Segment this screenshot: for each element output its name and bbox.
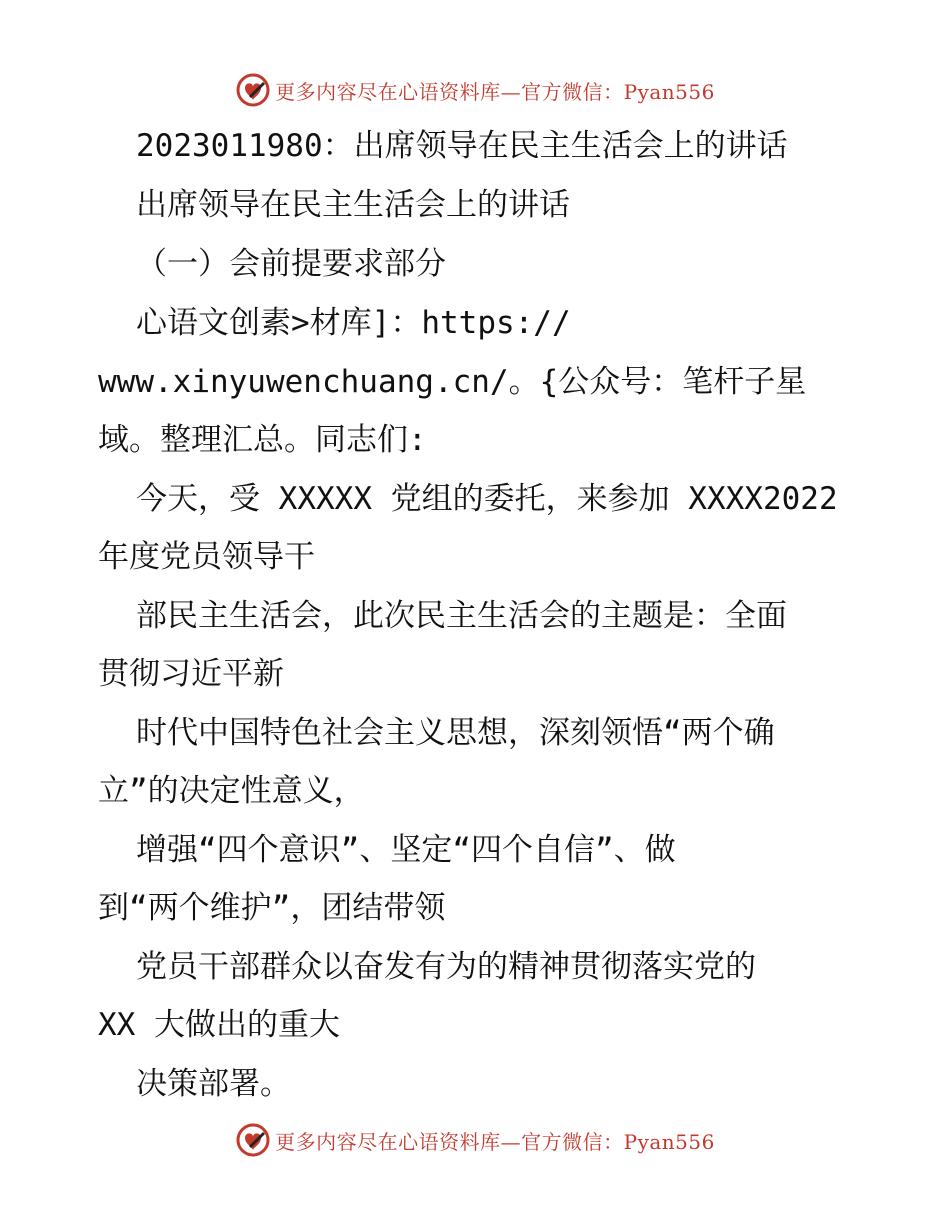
- footer-banner: [0, 1120, 950, 1160]
- doc-line: 决策部署。: [136, 1066, 291, 1102]
- heart-pen-logo-icon: [235, 1122, 271, 1158]
- heart-pen-logo-icon: [235, 72, 271, 108]
- doc-line: （一）会前提要求部分: [136, 246, 446, 282]
- doc-line: 年度党员领导干: [98, 539, 315, 575]
- wechat-id: Pyan556: [623, 1129, 715, 1154]
- doc-line: 心语文创素>材库]：https://: [136, 305, 571, 341]
- doc-line: 增强“四个意识”、坚定“四个自信”、做: [136, 832, 676, 868]
- banner-text: 更多内容尽在心语资料库—官方微信：Pyan556: [275, 1129, 715, 1154]
- doc-line: 党员干部群众以奋发有为的精神贯彻落实党的: [136, 949, 756, 985]
- wechat-id: Pyan556: [623, 79, 715, 104]
- doc-line: www.xinyuwenchuang.cn/。{公众号：笔杆子星: [98, 364, 807, 400]
- doc-line: 域。整理汇总。同志们:: [98, 422, 427, 458]
- doc-line: 贯彻习近平新: [98, 656, 284, 692]
- banner-text: 更多内容尽在心语资料库—官方微信：Pyan556: [275, 79, 715, 104]
- doc-line: 立”的决定性意义，: [98, 773, 365, 809]
- doc-line: 部民主生活会，此次民主生活会的主题是：全面: [136, 598, 787, 634]
- doc-line: 2023011980：出席领导在民主生活会上的讲话: [136, 128, 788, 164]
- doc-line: XX 大做出的重大: [98, 1007, 340, 1043]
- doc-line: 今天，受 XXXXX 党组的委托，来参加 XXXX2022: [136, 481, 838, 517]
- header-banner: [0, 70, 950, 110]
- doc-line: 时代中国特色社会主义思想，深刻领悟“两个确: [136, 715, 775, 751]
- doc-line: 出席领导在民主生活会上的讲话: [136, 187, 570, 223]
- doc-line: 到“两个维护”，团结带领: [98, 890, 446, 926]
